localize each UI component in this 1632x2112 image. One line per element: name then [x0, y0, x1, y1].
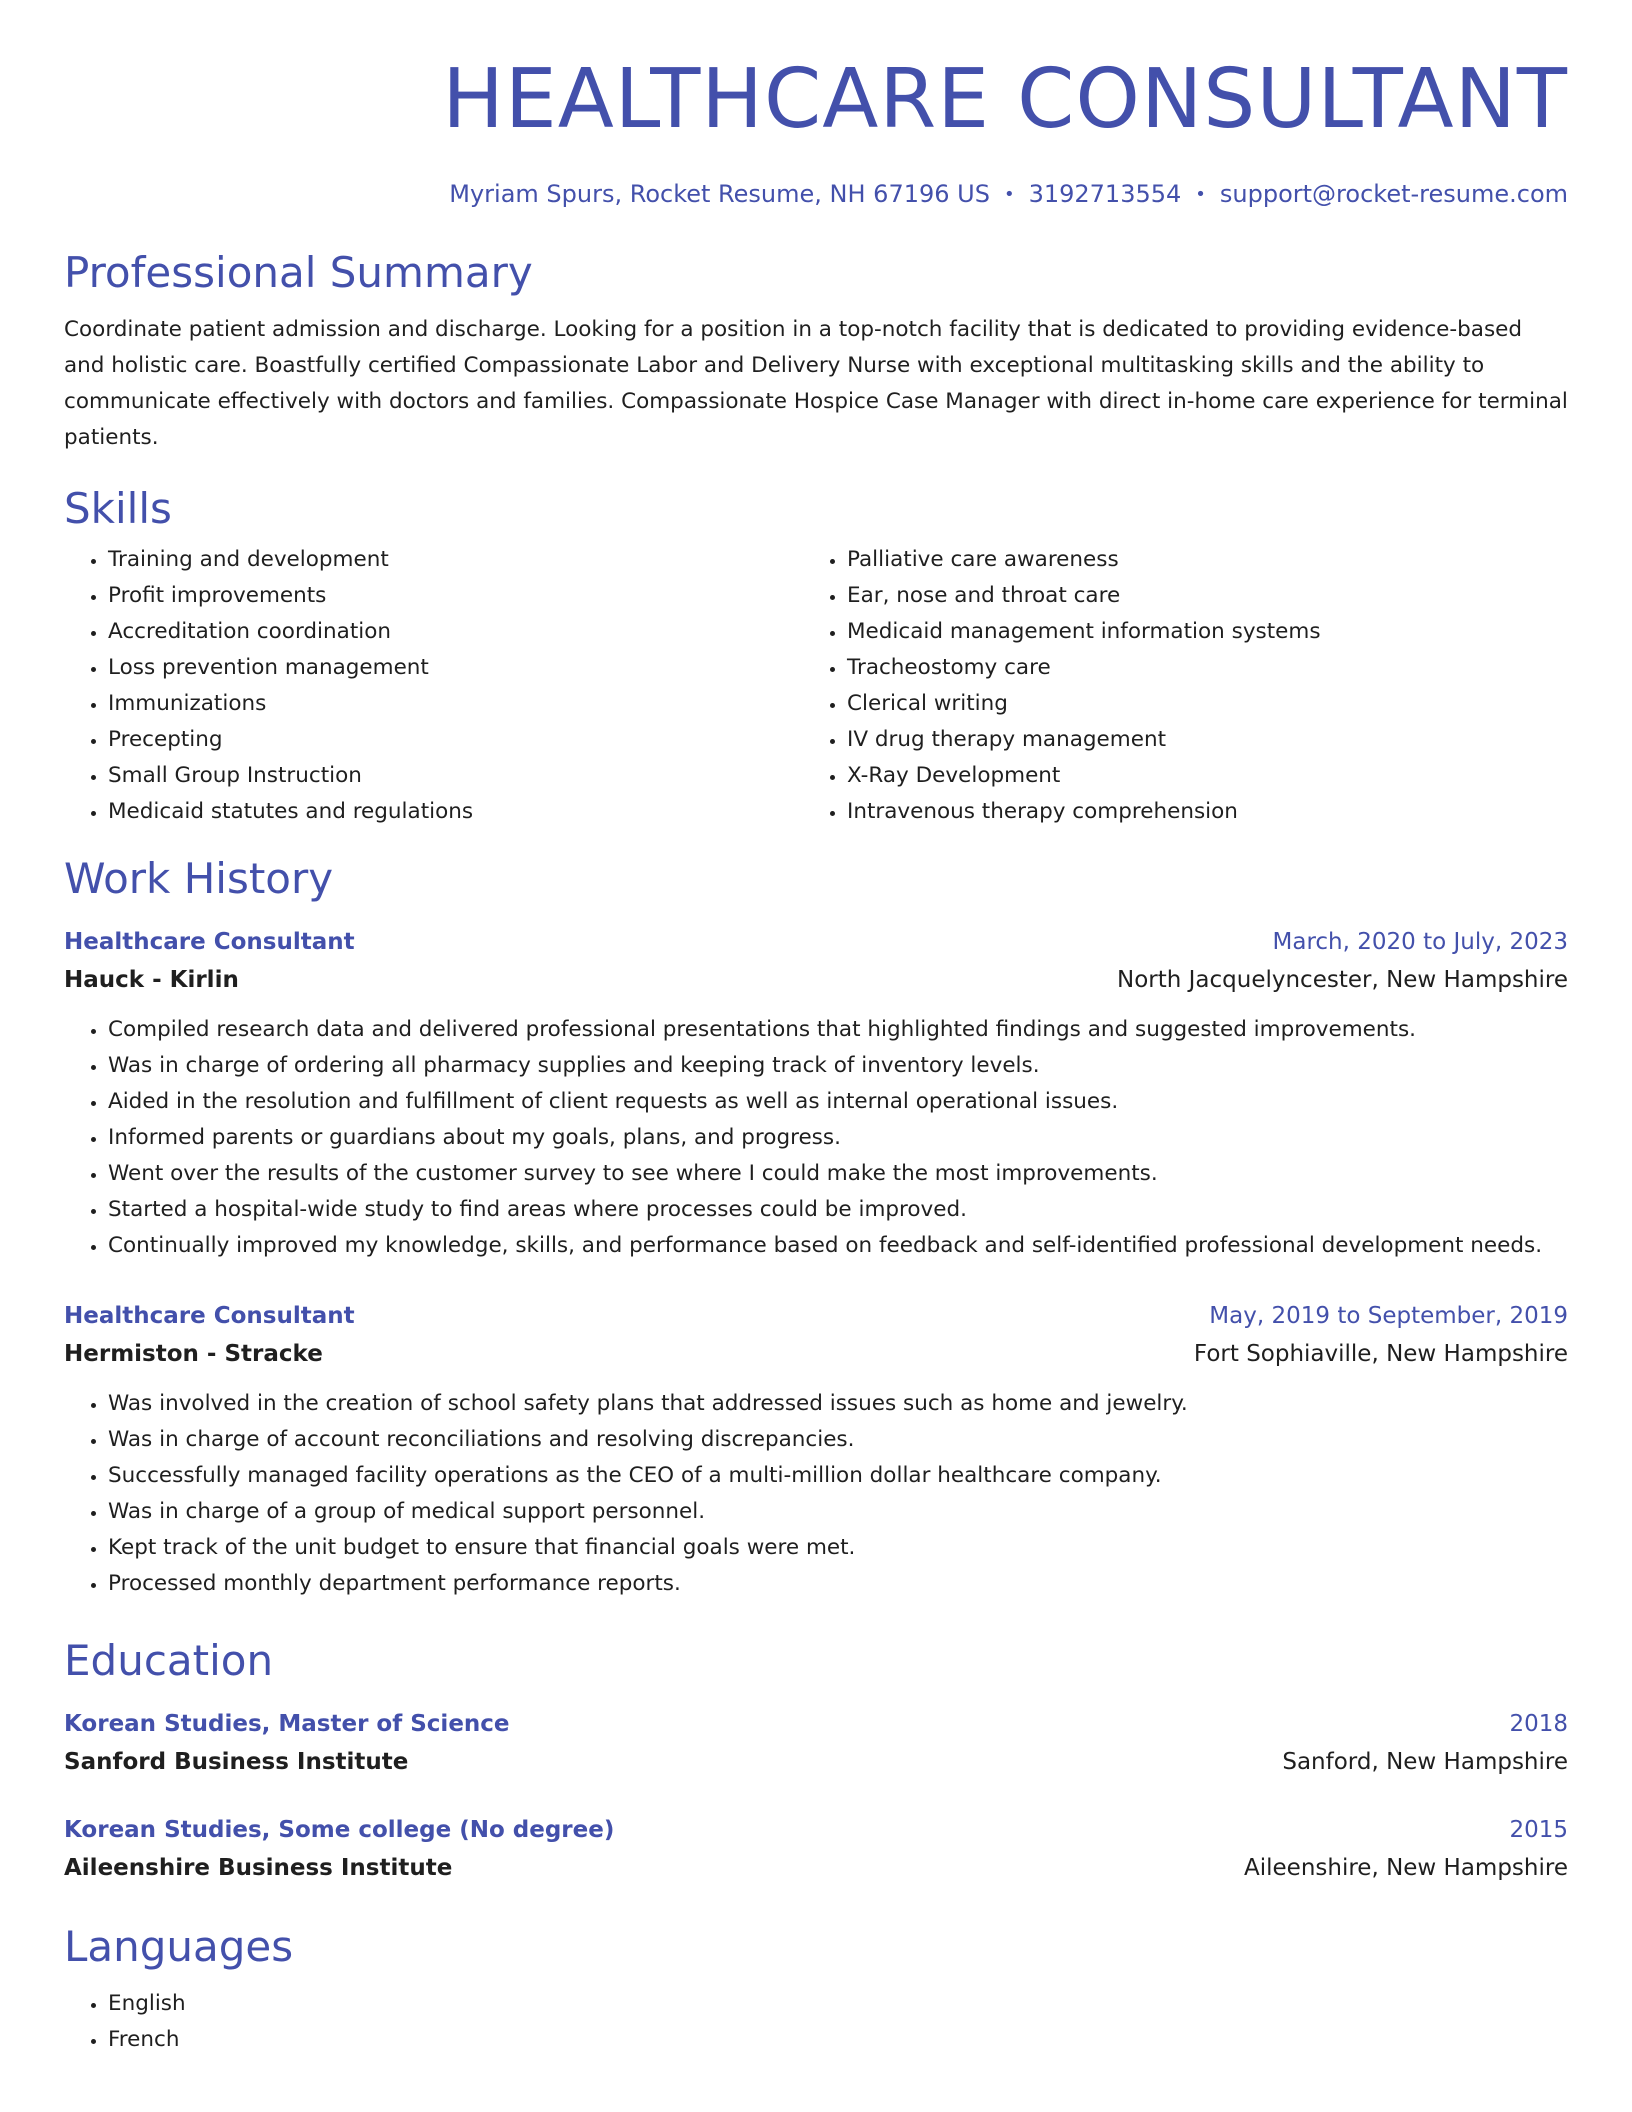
job-bullet: • Successfully managed facility operations as the CEO of a multi-million dollar healthcare company. — [108, 1458, 1568, 1494]
skill-item: • IV drug therapy management — [847, 722, 1542, 758]
skill-item: • Precepting — [108, 722, 803, 758]
contact-address: Myriam Spurs, Rocket Resume, NH 67196 US — [449, 180, 990, 208]
job-location: Fort Sophiaville, New Hampshire — [1193, 1341, 1568, 1367]
job-heading-row — [64, 1298, 1568, 1334]
skill-item: • Loss prevention management — [108, 650, 803, 686]
skill-item: • Intravenous therapy comprehension — [847, 794, 1542, 830]
contact-separator: • — [1003, 184, 1015, 205]
job-bullet: • Compiled research data and delivered professional presentations that highlighted findings and suggested improvements. — [108, 1012, 1568, 1048]
job-bullet: • Started a hospital-wide study to find areas where processes could be improved. — [108, 1192, 1568, 1228]
job-bullets — [64, 1386, 1568, 1602]
section-title-work-history: Work History — [64, 854, 334, 903]
job-bullet: • Was in charge of account reconciliations and resolving discrepancies. — [108, 1422, 1568, 1458]
skill-item: • Tracheostomy care — [847, 650, 1542, 686]
education-year: 2018 — [1509, 1711, 1568, 1737]
job-bullet: • Was in charge of ordering all pharmacy supplies and keeping track of inventory levels. — [108, 1048, 1568, 1084]
job-dates: March, 2020 to July, 2023 — [1272, 929, 1568, 955]
skill-item: • Medicaid management information systems — [847, 614, 1542, 650]
job-role: Healthcare Consultant — [64, 1303, 355, 1329]
contact-line — [64, 180, 1568, 208]
skill-item: • Medicaid statutes and regulations — [108, 794, 803, 830]
job-heading-row — [64, 924, 1568, 960]
skill-item: • Accreditation coordination — [108, 614, 803, 650]
job-company-row — [64, 960, 1568, 1000]
education-school: Aileenshire Business Institute — [64, 1855, 453, 1881]
resume-title: HEALTHCARE CONSULTANT — [442, 52, 1568, 147]
education-entry — [64, 1812, 1568, 1888]
education-school-row — [64, 1742, 1568, 1782]
summary-text: Coordinate patient admission and discharge. Looking for a position in a top-notch facility that is dedicated to providing evidence-based and holistic care. Boastfully certified Compassionate Labor and Delivery Nurse with exceptional multitasking skills and the ability to communicate effectively with doctors and families. Compassionate Hospice Case Manager with direct in-home care experience for terminal patients. — [64, 317, 1568, 450]
skills-column-left — [64, 542, 803, 830]
education-heading-row — [64, 1812, 1568, 1848]
education-year: 2015 — [1509, 1817, 1568, 1843]
job-entry — [64, 1298, 1568, 1602]
section-title-summary: Professional Summary — [64, 248, 533, 297]
contact-separator: • — [1195, 184, 1206, 205]
education-entry — [64, 1706, 1568, 1782]
contact-email: support@rocket-resume.com — [1219, 180, 1568, 208]
education-heading-row — [64, 1706, 1568, 1742]
skill-item: • Profit improvements — [108, 578, 803, 614]
skill-item: • Palliative care awareness — [847, 542, 1542, 578]
education-degree: Korean Studies, Master of Science — [64, 1711, 510, 1737]
skill-item: • X-Ray Development — [847, 758, 1542, 794]
education-degree: Korean Studies, Some college (No degree) — [64, 1817, 615, 1843]
job-company-row — [64, 1334, 1568, 1374]
job-bullet: • Went over the results of the customer survey to see where I could make the most improvements. — [108, 1156, 1568, 1192]
skill-item: • Immunizations — [108, 686, 803, 722]
job-bullet: • Kept track of the unit budget to ensure that financial goals were met. — [108, 1530, 1568, 1566]
skill-item: • Ear, nose and throat care — [847, 578, 1542, 614]
skills-list-right — [803, 542, 1542, 830]
job-bullet: • Was in charge of a group of medical support personnel. — [108, 1494, 1568, 1530]
skill-item: • Clerical writing — [847, 686, 1542, 722]
education-location: Aileenshire, New Hampshire — [1244, 1855, 1568, 1881]
job-bullet: • Was involved in the creation of school safety plans that addressed issues such as home and jewelry. — [108, 1386, 1568, 1422]
section-title-languages: Languages — [64, 1922, 294, 1971]
education-school-row — [64, 1848, 1568, 1888]
job-location: North Jacquelyncester, New Hampshire — [1116, 967, 1568, 993]
education-school: Sanford Business Institute — [64, 1749, 409, 1775]
language-item: • French — [108, 2022, 1568, 2058]
job-dates: May, 2019 to September, 2019 — [1209, 1303, 1568, 1329]
job-bullet: • Continually improved my knowledge, skills, and performance based on feedback and self-identified professional development needs. — [108, 1228, 1568, 1264]
job-company: Hauck - Kirlin — [64, 967, 239, 993]
resume-header — [64, 0, 1568, 208]
skill-item: • Training and development — [108, 542, 803, 578]
job-bullet: • Processed monthly department performance reports. — [108, 1566, 1568, 1602]
section-title-education: Education — [64, 1636, 274, 1685]
job-entry — [64, 924, 1568, 1264]
language-item: • English — [108, 1986, 1568, 2022]
job-bullets — [64, 1012, 1568, 1264]
job-role: Healthcare Consultant — [64, 929, 355, 955]
job-bullet: • Informed parents or guardians about my goals, plans, and progress. — [108, 1120, 1568, 1156]
job-company: Hermiston - Stracke — [64, 1341, 323, 1367]
skills-column-right — [803, 542, 1542, 830]
skill-item: • Small Group Instruction — [108, 758, 803, 794]
job-bullet: • Aided in the resolution and fulfillment of client requests as well as internal operational issues. — [108, 1084, 1568, 1120]
skills-list-left — [64, 542, 803, 830]
section-title-skills: Skills — [64, 484, 172, 533]
contact-phone: 3192713554 — [1028, 180, 1182, 208]
education-location: Sanford, New Hampshire — [1282, 1749, 1568, 1775]
languages-list — [64, 1986, 1568, 2058]
skills-grid — [64, 542, 1568, 830]
